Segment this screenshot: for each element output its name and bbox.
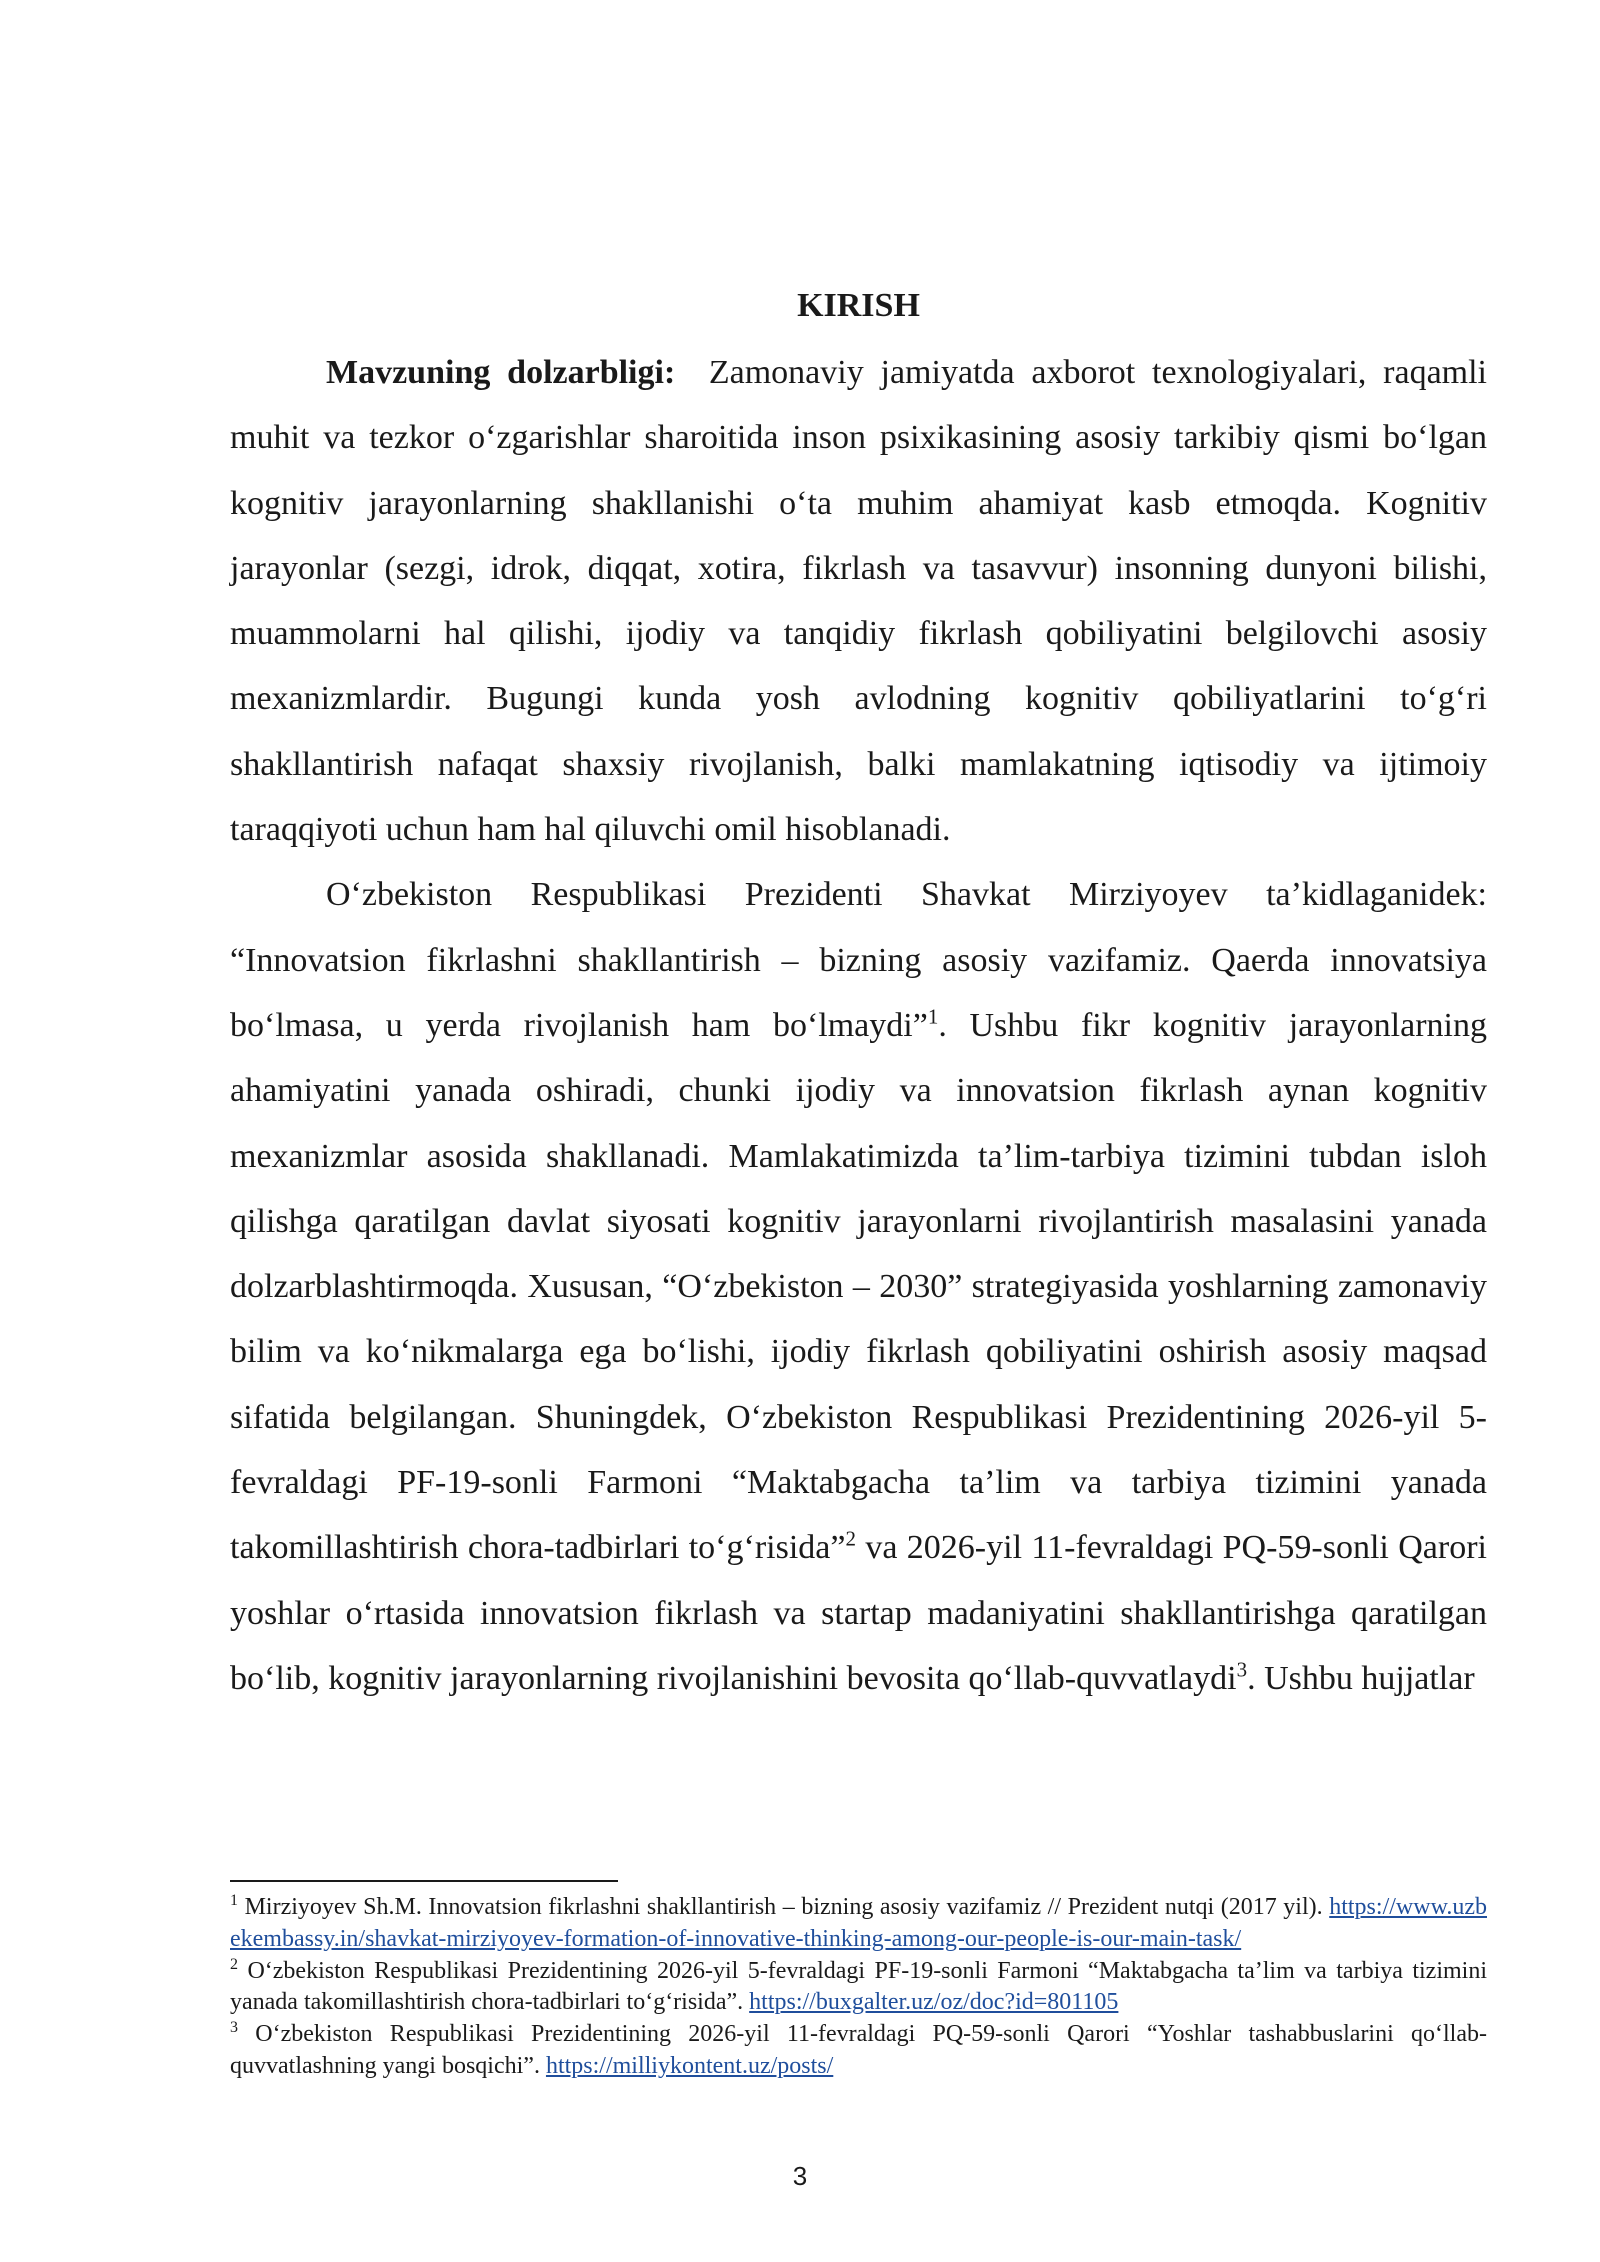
footnote-text: Mirziyoyev Sh.M. Innovatsion fikrlashni shakllantirish – bizning asosiy vazifamiz // Prezident nutqi (2017 yil). (238, 1894, 1330, 1920)
footnote-text: Oʻzbekiston Respublikasi Prezidentining 2026-yil 11-fevraldagi PQ-59-sonli Qarori “Yoshlar tashabbuslarini qoʻllab-quvvatlashning yangi bosqichi”. (230, 2021, 1487, 2079)
footnote-3 (230, 2019, 1487, 2083)
body-text (230, 340, 1487, 1711)
footnote-number: 3 (230, 2019, 238, 2037)
paragraph-lead: Mavzuning dolzarbligi: (326, 354, 676, 391)
section-title: KIRISH (797, 287, 920, 324)
paragraph-text: . Ushbu fikr kognitiv jarayonlarning ahamiyatini yanada oshiradi, chunki ijodiy va innovatsion fikrlash aynan kognitiv mexanizmlar asosida shakllanadi. Mamlakatimizda ta’lim-tarbiya tizimini tubdan isloh qilishga qaratilgan davlat siyosati kognitiv jarayonlarni rivojlantirish masalasini yanada dolzarblashtirmoqda. Xususan, “Oʻzbekiston – 2030” strategiyasida yoshlarning zamonaviy bilim va koʻnikmalarga ega boʻlishi, ijodiy fikrlash qobiliyatini oshirish asosiy maqsad sifatida belgilangan. Shuningdek, Oʻzbekiston Respublikasi Prezidentining 2026-yil 5-fevraldagi PF-19-sonli Farmoni “Maktabgacha ta’lim va tarbiya tizimini yanada takomillashtirish chora-tadbirlari toʻgʻrisida” (230, 1006, 1487, 1567)
footnote-link[interactable]: https://milliykontent.uz/posts/ (545, 2052, 834, 2079)
footnote-1 (230, 1892, 1487, 1956)
footnote-number: 2 (230, 1955, 238, 1973)
paragraph-text: Oʻzbekiston Respublikasi Prezidenti Shavkat Mirziyoyev ta’kidlaganidek: “Innovatsion fikrlashni shakllantirish – bizning asosiy vazifamiz. Qaerda innovatsiya boʻlmasa, u yerda rivojlanish ham boʻlmaydi” (230, 876, 1487, 1044)
footnote-ref[interactable]: 2 (845, 1527, 856, 1552)
paragraph-text: va 2026-yil 11-fevraldagi PQ-59-sonli Qarori yoshlar oʻrtasida innovatsion fikrlash va startap madaniyatini shakllantirishga qaratilgan boʻlib, kognitiv jarayonlarning rivojlanishini bevosita qoʻllab-quvvatlaydi (230, 1529, 1487, 1697)
footnote-2 (230, 1956, 1487, 2020)
footnote-ref[interactable]: 3 (1236, 1657, 1248, 1682)
paragraph-relevance (230, 340, 1487, 862)
footnote-link[interactable]: https://www.uzbekembassy.in/shavkat-mirziyoyev-formation-of-innovative-thinking-among-our-people-is-our-main-task/ (230, 1894, 1487, 1952)
paragraph-president-quote (230, 862, 1487, 1711)
paragraph-text: . Ushbu hujjatlar (1247, 1659, 1475, 1697)
paragraph-text: Zamonaviy jamiyatda axborot texnologiyalari, raqamli muhit va tezkor oʻzgarishlar sharoitida inson psixikasining asosiy tarkibiy qismi boʻlgan kognitiv jarayonlarning shakllanishi oʻta muhim ahamiyat kasb etmoqda. Kognitiv jarayonlar (sezgi, idrok, diqqat, xotira, fikrlash va tasavvur) insonning dunyoni bilishi, muammolarni hal qilishi, ijodiy va tanqidiy fikrlash qobiliyatini belgilovchi asosiy mexanizmlardir. Bugungi kunda yosh avlodning kognitiv qobiliyatlarini toʻgʻri shakllantirish nafaqat shaxsiy rivojlanish, balki mamlakatning iqtisodiy va ijtimoiy taraqqiyoti uchun ham hal qiluvchi omil hisoblanadi. (230, 354, 1488, 849)
footnote-link[interactable]: https://buxgalter.uz/oz/doc?id=801105 (749, 1989, 1119, 2016)
page-number: 3 (792, 2161, 808, 2191)
footnote-number: 1 (230, 1892, 238, 1909)
footnote-text: Oʻzbekiston Respublikasi Prezidentining 2026-yil 5-fevraldagi PF-19-sonli Farmoni “Maktabgacha ta’lim va tarbiya tizimini yanada takomillashtirish chora-tadbirlari toʻgʻrisida”. (230, 1957, 1487, 2016)
footnote-separator (230, 1880, 618, 1882)
footnote-ref[interactable]: 1 (927, 1004, 939, 1029)
footnotes (230, 1892, 1487, 2083)
